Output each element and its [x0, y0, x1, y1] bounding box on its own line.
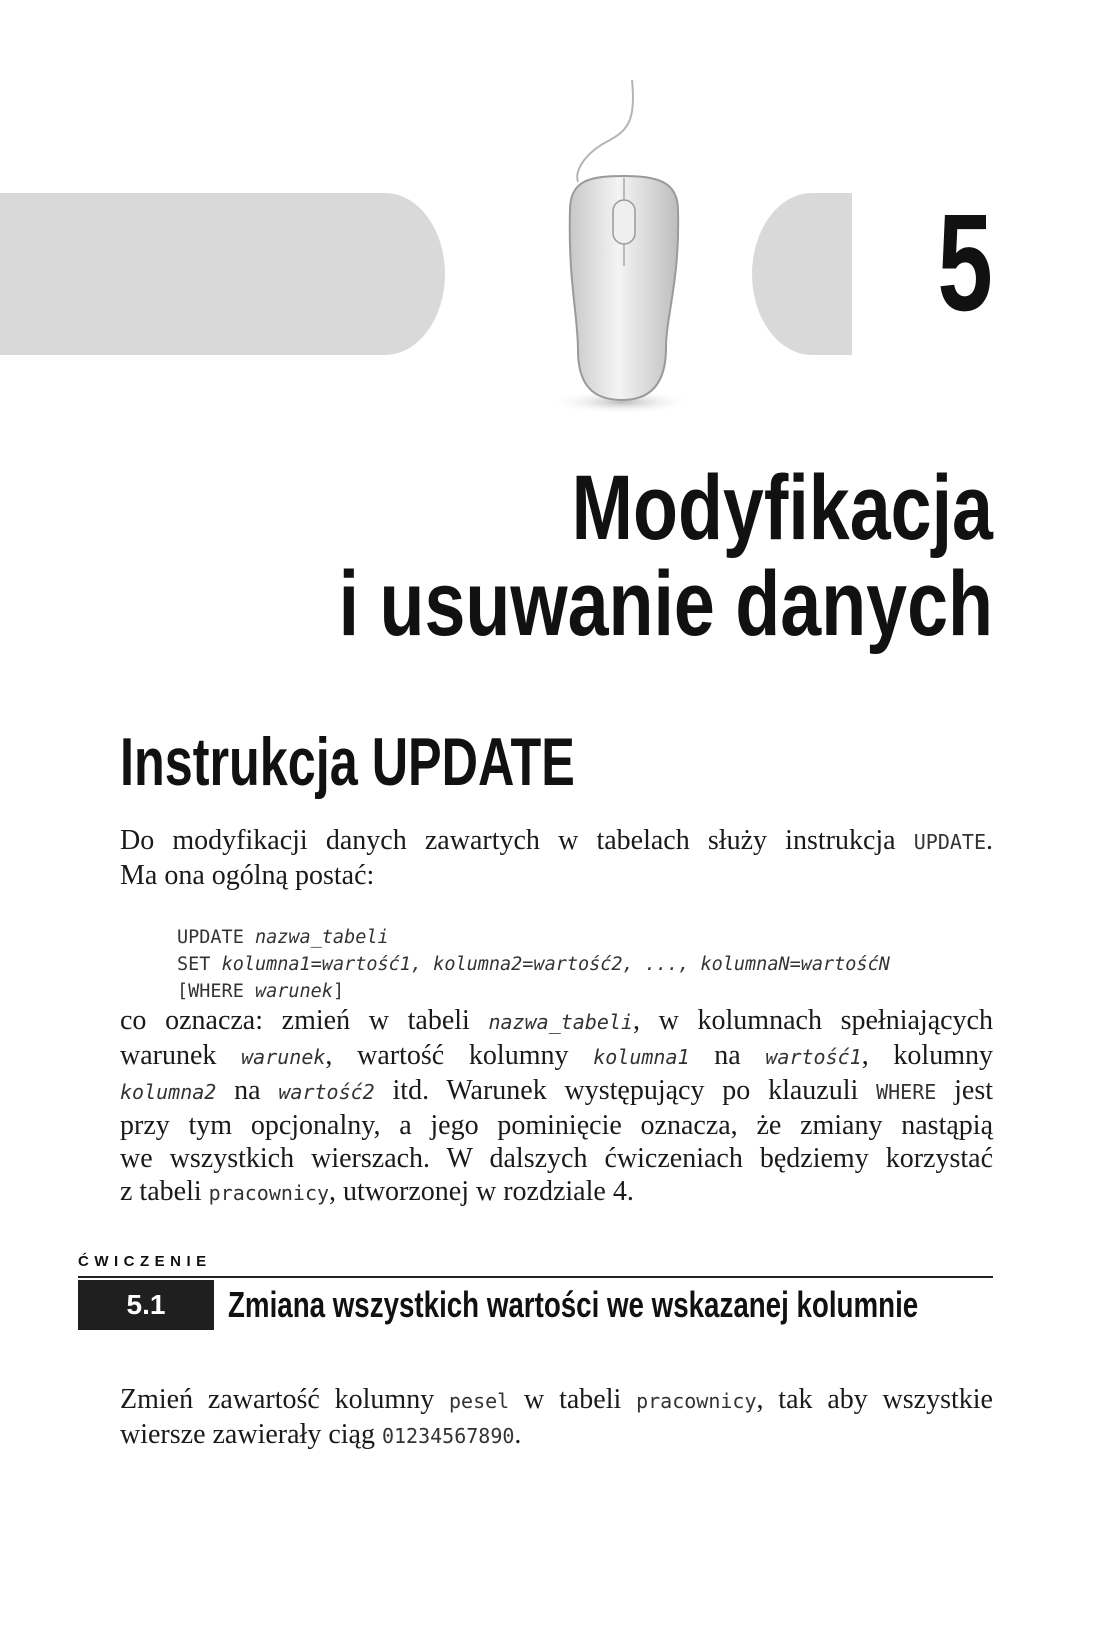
header-band-right	[752, 193, 852, 355]
explain-line-4: przy tym opcjonalny, a jego pominięcie oznacza, że zmiany nastąpią	[120, 1110, 993, 1141]
exercise-number-badge: 5.1	[78, 1280, 214, 1330]
text-run: .	[986, 825, 993, 856]
explain-line-2	[120, 1039, 993, 1074]
text-run: , kolumny	[861, 1040, 993, 1071]
inline-code: wartość2	[278, 1080, 375, 1104]
intro-line-2: Ma ona ogólną postać:	[120, 860, 375, 891]
text-run: co oznacza: zmień w tabeli	[120, 1005, 489, 1036]
text-run: itd. Warunek występujący po klauzuli	[374, 1075, 877, 1106]
text-run: , wartość kolumny	[325, 1040, 594, 1071]
intro-paragraph	[120, 824, 993, 892]
section-heading: Instrukcja UPDATE	[120, 724, 575, 800]
code-arg: kolumna1=wartość1, kolumna2=wartość2, ..., kolumnaN=wartośćN	[221, 954, 890, 975]
text-run: Zmień zawartość kolumny	[120, 1384, 450, 1415]
text-run: na	[689, 1040, 766, 1071]
explain-paragraph	[120, 1004, 993, 1210]
code-line	[177, 978, 890, 1005]
explain-line-1	[120, 1004, 993, 1039]
inline-code: pracownicy	[636, 1389, 757, 1413]
code-keyword: ]	[332, 981, 345, 1002]
code-keyword: [WHERE	[177, 981, 255, 1002]
code-keyword: SET	[177, 954, 222, 975]
text-run: jest	[936, 1075, 993, 1106]
text-run: na	[216, 1075, 279, 1106]
text-run: , tak aby wszystkie	[756, 1384, 993, 1415]
code-arg: nazwa_tabeli	[254, 927, 389, 948]
chapter-title-line1: Modyfikacja	[571, 457, 993, 559]
code-line	[177, 924, 890, 951]
text-run: z tabeli	[120, 1176, 209, 1207]
intro-line-1	[120, 824, 993, 859]
inline-code: 01234567890	[381, 1424, 515, 1448]
inline-code: pesel	[449, 1389, 510, 1413]
syntax-code-block	[177, 924, 890, 1005]
task-paragraph	[120, 1383, 993, 1453]
explain-line-6	[120, 1175, 993, 1210]
code-arg: warunek	[254, 981, 333, 1002]
chapter-title	[338, 457, 993, 655]
explain-line-5: we wszystkich wierszach. W dalszych ćwiczeniach będziemy korzystać	[120, 1143, 993, 1174]
inline-code: UPDATE	[913, 830, 986, 854]
inline-code: wartość1	[765, 1045, 862, 1069]
exercise-rule	[78, 1276, 993, 1278]
explain-line-3	[120, 1074, 993, 1109]
text-run: wiersze zawierały ciąg	[120, 1419, 382, 1450]
text-run: .	[514, 1419, 522, 1450]
header-band-left	[0, 193, 445, 355]
inline-code: kolumna2	[120, 1080, 217, 1104]
chapter-number: 5	[937, 186, 993, 340]
text-run: , w kolumnach spełniających	[632, 1005, 993, 1036]
text-run: warunek	[120, 1040, 242, 1071]
task-line-2	[120, 1418, 993, 1453]
exercise-label: ĆWICZENIE	[78, 1253, 212, 1270]
inline-code: kolumna1	[593, 1045, 690, 1069]
computer-mouse-icon	[520, 80, 720, 440]
text-run: Do modyfikacji danych zawartych w tabelach służy instrukcja	[120, 825, 914, 856]
chapter-title-line2: i usuwanie danych	[338, 553, 993, 655]
exercise-title: Zmiana wszystkich wartości we wskazanej kolumnie	[228, 1284, 919, 1325]
inline-code: nazwa_tabeli	[488, 1010, 633, 1034]
task-line-1	[120, 1383, 993, 1418]
inline-code: warunek	[241, 1045, 326, 1069]
inline-code: pracownicy	[208, 1181, 330, 1205]
inline-code: WHERE	[876, 1080, 937, 1104]
text-run: , utworzonej w rozdziale 4.	[329, 1176, 634, 1207]
code-keyword: UPDATE	[177, 927, 255, 948]
code-line	[177, 951, 890, 978]
text-run: w tabeli	[509, 1384, 637, 1415]
